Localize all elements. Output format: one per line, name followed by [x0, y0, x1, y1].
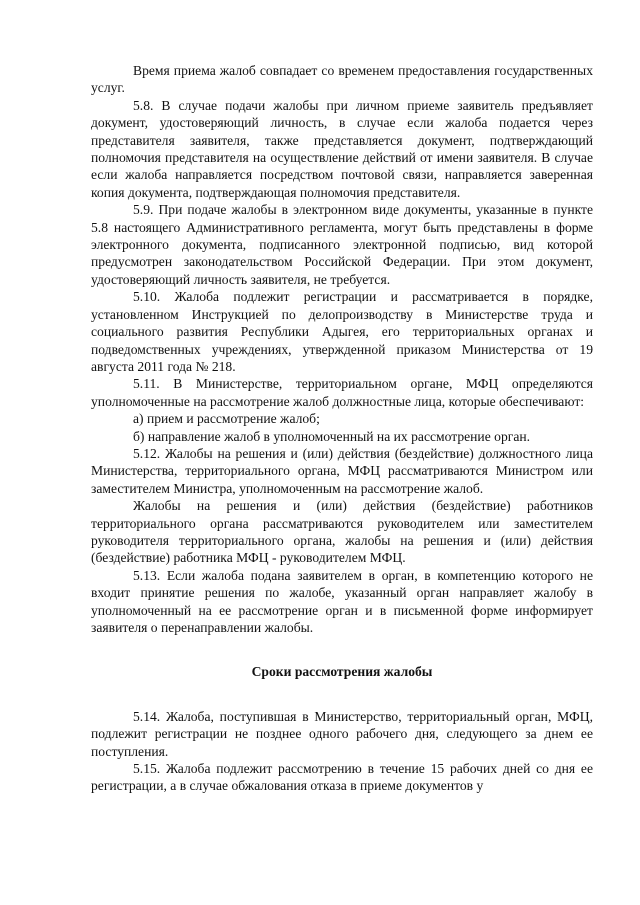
- paragraph-5-15: 5.15. Жалоба подлежит рассмотрению в течение 15 рабочих дней со дня ее регистрации, а в случае обжалования отказа в приеме документов у: [91, 761, 593, 794]
- paragraph-5-12: 5.12. Жалобы на решения и (или) действия (бездействие) должностного лица Министерства, территориального органа, МФЦ рассматриваются Министром или заместителем Министра, уполномоченным на рассмотрение жалоб.: [91, 445, 593, 496]
- paragraph-5-10: 5.10. Жалоба подлежит регистрации и рассматривается в порядке, установленном Инструкцией по делопроизводству в Министерстве труда и социального развития Республики Адыгея, его территориальных органах и подведомственных учреждениях, утвержденной приказом Министерства от 19 августа 2011 года № 218.: [91, 289, 593, 374]
- paragraph-5-14: 5.14. Жалоба, поступившая в Министерство, территориальный орган, МФЦ, подлежит регистрации не позднее одного рабочего дня, следующего за днем ее поступления.: [91, 708, 593, 759]
- paragraph-reception-time: Время приема жалоб совпадает со временем предоставления государственных услуг.: [91, 63, 593, 96]
- list-item-b: б) направление жалоб в уполномоченный на их рассмотрение орган.: [133, 428, 531, 444]
- paragraph-5-8: 5.8. В случае подачи жалобы при личном приеме заявитель предъявляет документ, удостоверяющий личность, в случае если жалоба подается через представителя заявителя, также представляется документ, подтверждающий полномочия представителя на осуществление действий от имени заявителя. В случае если жалоба направляется посредством почтовой связи, направляется заверенная копия документа, подтверждающая полномочия представителя.: [91, 97, 593, 200]
- paragraph-5-13: 5.13. Если жалоба подана заявителем в орган, в компетенцию которого не входит принятие решения по жалобе, указанный орган направляет жалобу в уполномоченный на ее рассмотрение орган и в письменной форме информирует заявителя о перенаправлении жалобы.: [91, 567, 593, 635]
- document-page: [91, 62, 593, 795]
- paragraph-5-9: 5.9. При подаче жалобы в электронном виде документы, указанные в пункте 5.8 настоящего Административного регламента, могут быть представлены в форме электронного документа, подписанного электронной подписью, вид которой предусмотрен законодательством Российской Федерации. При этом документ, удостоверяющий личность заявителя, не требуется.: [91, 202, 593, 287]
- paragraph-5-11: 5.11. В Министерстве, территориальном органе, МФЦ определяются уполномоченные на рассмотрение жалоб должностные лица, которые обеспечивают:: [91, 376, 593, 409]
- paragraph-complaints-workers: Жалобы на решения и (или) действия (бездействие) работников территориального органа рассматриваются руководителем или заместителем руководителя территориального органа, жалобы на решения и (или) действия (бездействие) работника МФЦ - руководителем МФЦ.: [91, 498, 593, 566]
- section-heading: Сроки рассмотрения жалобы: [251, 664, 433, 680]
- list-item-a: а) прием и рассмотрение жалоб;: [133, 411, 320, 427]
